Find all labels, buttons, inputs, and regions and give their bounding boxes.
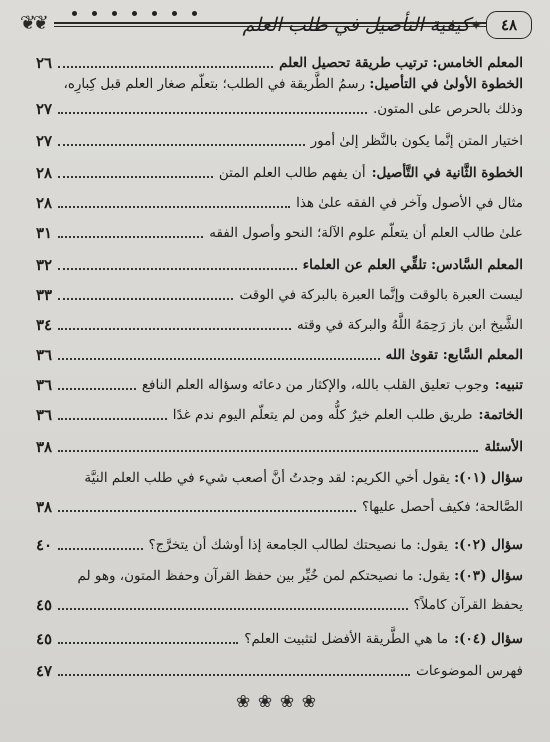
toc-entry <box>36 346 523 364</box>
toc-entry <box>36 406 523 424</box>
dot-leader <box>58 548 142 550</box>
toc-entry <box>36 224 523 242</box>
entry-label: الخاتمة: <box>478 407 523 423</box>
entry-label: سؤال (٠١): <box>454 470 523 486</box>
entry-page: ٢٦ <box>36 54 53 72</box>
entry-text: يحفظ القرآن كاملاً؟ <box>413 597 523 613</box>
entry-label: تنبيه: <box>494 377 523 393</box>
entry-page: ٣٦ <box>36 376 53 394</box>
page-number: ٤٨ <box>486 11 532 39</box>
entry-text: المعلم السَّادس: تلقِّي العلم عن العلماء <box>302 257 523 273</box>
floral-ornament-icon: ❀ <box>236 692 251 712</box>
dot-leader <box>58 388 136 390</box>
entry-text: علىٰ طالب العلم أن يتعلّم علوم الآلة؛ النحو وأصول الفقه <box>209 225 523 241</box>
entry-label: سؤال (٠٣): <box>454 568 523 584</box>
footer-ornament <box>236 690 316 714</box>
toc-entry <box>36 76 523 92</box>
entry-text: ما هي الطَّريقة الأفضل لتثبيت العلم؟ <box>244 631 449 647</box>
entry-page: ٤٧ <box>36 662 53 680</box>
entry-page: ٣٨ <box>36 438 53 456</box>
toc-entry-continuation <box>36 100 523 118</box>
entry-text: أن يفهم طالب العلم المتن <box>218 165 366 181</box>
dot-leader <box>58 298 233 300</box>
toc-entry <box>36 630 523 648</box>
toc-entry <box>36 568 523 584</box>
entry-text: فهرس الموضوعات <box>416 663 523 679</box>
entry-page: ٣٤ <box>36 316 53 334</box>
entry-page: ٢٧ <box>36 132 53 150</box>
entry-text: المعلم الخامس: ترتيب طريقة تحصيل العلم <box>279 55 523 71</box>
entry-page: ٣٢ <box>36 256 53 274</box>
dot-leader <box>58 608 407 610</box>
dot-leader <box>58 328 291 330</box>
dot-leader <box>58 642 238 644</box>
entry-text: الأسئلة <box>484 439 523 455</box>
entry-page: ٣٣ <box>36 286 53 304</box>
toc-entry <box>36 438 523 456</box>
entry-page: ٤٥ <box>36 596 53 614</box>
toc-entry <box>36 194 523 212</box>
entry-page: ٤٥ <box>36 630 53 648</box>
entry-text: رسمُ الطَّريقة في الطلب؛ بتعلّم صغار العلم قبل كِبارِه، <box>63 76 366 92</box>
toc-entry <box>36 316 523 334</box>
entry-label: الخطوة الثَّانية في التَّأصيل: <box>371 165 523 181</box>
entry-text: مثال في الأصول وآخر في الفقه علىٰ هذا <box>296 195 523 211</box>
entry-label: سؤال (٠٢): <box>454 537 523 553</box>
dot-leader <box>58 268 297 270</box>
toc-entry <box>36 662 523 680</box>
toc-entry <box>36 470 523 486</box>
dot-leader <box>58 236 203 238</box>
entry-page: ٤٠ <box>36 536 53 554</box>
floral-ornament-icon: ❀ <box>257 692 273 712</box>
entry-page: ٢٨ <box>36 194 53 212</box>
dot-leader <box>58 112 367 114</box>
dot-leader <box>58 206 290 208</box>
entry-text: يقول: ما نصيحتكم لمن خُيِّر بين حفظ القرآن وحفظ المتون، وهو لم <box>77 568 450 584</box>
entry-text: يقول أخي الكريم: لقد وجدتُ أنَّ أصعب شيء في طلب العلم النيَّة <box>84 470 450 486</box>
entry-text: وجوب تعليق القلب بالله، والإكثار من دعائه وسؤاله العلم النافع <box>141 377 489 393</box>
entry-label: سؤال (٠٤): <box>454 631 523 647</box>
toc-entry <box>36 164 523 182</box>
running-title: كيفية التأصيل في طلب العلم <box>242 14 470 36</box>
entry-text: اختيار المتن إنَّما يكون بالنَّظر إلىٰ أمور <box>310 133 523 149</box>
dot-leader <box>58 450 478 452</box>
toc-entry <box>36 132 523 150</box>
entry-text: الصَّالحة؛ فكيف أحصل عليها؟ <box>362 499 523 515</box>
entry-page: ٣٨ <box>36 498 53 516</box>
entry-label: الخطوة الأولىٰ في التأصيل: <box>369 76 523 92</box>
entry-text: الشَّيخ ابن باز رَحِمَهُ اللَّهُ والبركة في وقته <box>297 317 523 333</box>
entry-page: ٣٦ <box>36 346 53 364</box>
toc-entry-continuation <box>36 596 523 614</box>
header-flourish-icon: ✦ <box>470 18 482 34</box>
entry-page: ٢٧ <box>36 100 53 118</box>
dot-leader <box>58 510 356 512</box>
header-ornament-icon: ❦❦ <box>20 12 46 34</box>
entry-text: ليست العبرة بالوقت وإنَّما العبرة بالبركة في الوقت <box>239 287 523 303</box>
toc-entry <box>36 376 523 394</box>
toc-entry <box>36 256 523 274</box>
entry-page: ٣١ <box>36 224 53 242</box>
dot-leader <box>58 358 379 360</box>
entry-text: وذلك بالحرص على المتون. <box>372 101 523 117</box>
entry-text: المعلم السَّابع: تقوىٰ الله <box>385 347 523 363</box>
dot-leader <box>58 66 273 68</box>
dot-leader <box>58 176 213 178</box>
entry-page: ٢٨ <box>36 164 53 182</box>
entry-text: يقول: ما نصيحتك لطالب الجامعة إذا أوشك أن يتخرَّج؟ <box>148 537 449 553</box>
dot-leader <box>58 674 410 676</box>
floral-ornament-icon: ❀ <box>279 692 295 712</box>
toc-entry <box>36 54 523 72</box>
floral-ornament-icon: ❀ <box>301 692 316 712</box>
entry-text: طريق طلب العلم خيرٌ كلُّه ومن لم يتعلّم اليوم ندم غدًا <box>172 407 473 423</box>
toc-entry <box>36 536 523 554</box>
toc-entry <box>36 286 523 304</box>
toc-entry-continuation <box>36 498 523 516</box>
entry-page: ٣٦ <box>36 406 53 424</box>
dot-leader <box>58 418 167 420</box>
dot-leader <box>58 144 305 146</box>
